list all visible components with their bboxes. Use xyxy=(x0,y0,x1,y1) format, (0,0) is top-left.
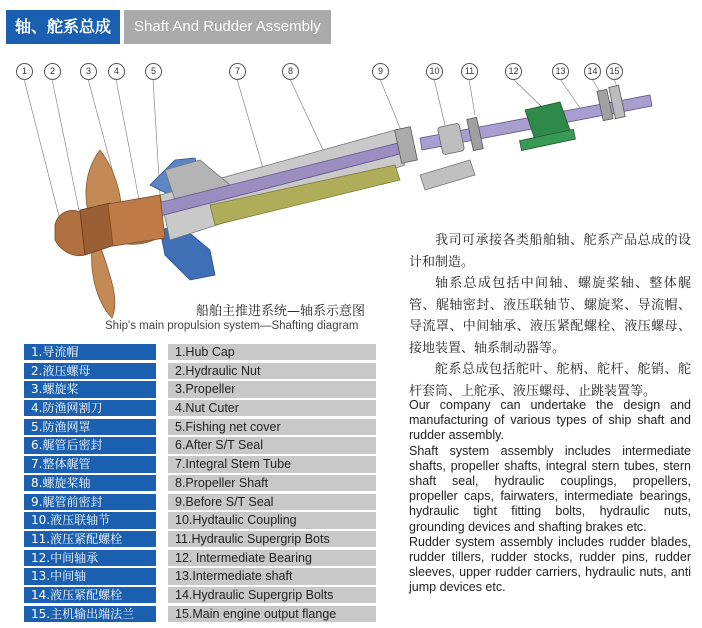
part-zh-12: 12.中间轴承 xyxy=(24,550,156,566)
description-zh-para-1: 我司可承接各类船舶轴、舵系产品总成的设计和制造。 xyxy=(409,233,691,270)
callout-5: 5 xyxy=(145,63,162,80)
part-en-9: 9.Before S/T Seal xyxy=(168,494,376,510)
part-en-14: 14.Hydraulic Supergrip Bolts xyxy=(168,587,376,603)
description-zh-para-3: 舵系总成包括舵叶、舵柄、舵杆、舵销、舵杆套筒、上舵承、液压螺母、止跳装置等。 xyxy=(409,362,691,399)
coupling-10 xyxy=(437,123,464,155)
description-en-para-2: Shaft system assembly includes intermediate shafts, propeller shafts, integral stern tubes, stern shaft seal, hydraulic couplings, propellers, propeller caps, fairwaters, intermediate bearings, hydraulic tight fitting bolts, hydraulic nuts, grounding devices and shafting brakes etc. xyxy=(409,443,691,534)
part-en-7: 7.Integral Stem Tube xyxy=(168,456,376,472)
part-zh-6: 6.艉管后密封 xyxy=(24,437,156,453)
callout-12: 12 xyxy=(505,63,522,80)
callout-15: 15 xyxy=(606,63,623,80)
part-zh-5: 5.防渔网罩 xyxy=(24,419,156,435)
part-en-12: 12. Intermediate Bearing xyxy=(168,550,376,566)
callout-4: 4 xyxy=(108,63,125,80)
part-en-6: 6.After S/T Seal xyxy=(168,437,376,453)
part-en-8: 8.Propeller Shaft xyxy=(168,475,376,491)
callout-3: 3 xyxy=(80,63,97,80)
parts-table-en xyxy=(168,344,376,624)
part-en-2: 2.Hydraulic Nut xyxy=(168,363,376,379)
callout-8: 8 xyxy=(282,63,299,80)
description-zh-para-2: 轴系总成包括中间轴、螺旋桨轴、整体艉管、艉轴密封、液压联轴节、螺旋桨、导流帽、导流罩、中间轴承、液压紧配螺栓、液压螺母、接地装置、轴系制动器等。 xyxy=(409,276,691,356)
callout-11: 11 xyxy=(461,63,478,80)
callout-14: 14 xyxy=(584,63,601,80)
description-zh xyxy=(409,230,691,402)
part-zh-14: 14.液压紧配螺栓 xyxy=(24,587,156,603)
part-en-5: 5.Fishing net cover xyxy=(168,419,376,435)
description-en-para-3: Rudder system assembly includes rudder blades, rudder tillers, rudder stocks, rudder pins, rudder sleeves, upper rudder carriers, hydraulic nuts, anti jump devices etc. xyxy=(409,534,691,595)
part-zh-13: 13.中间轴 xyxy=(24,568,156,584)
part-zh-8: 8.螺旋桨轴 xyxy=(24,475,156,491)
part-zh-1: 1.导流帽 xyxy=(24,344,156,360)
callout-7: 7 xyxy=(229,63,246,80)
part-en-13: 13.Intermediate shaft xyxy=(168,568,376,584)
part-zh-15: 15.主机输出端法兰 xyxy=(24,606,156,622)
part-en-3: 3.Propeller xyxy=(168,381,376,397)
part-zh-7: 7.整体艉管 xyxy=(24,456,156,472)
diagram-caption-zh: 船舶主推进系统—轴系示意图 xyxy=(196,304,366,319)
propeller-hub xyxy=(108,195,165,246)
part-en-15: 15.Main engine output flange xyxy=(168,606,376,622)
callout-9: 9 xyxy=(372,63,389,80)
callout-13: 13 xyxy=(552,63,569,80)
callout-2: 2 xyxy=(44,63,61,80)
part-zh-9: 9.艉管前密封 xyxy=(24,494,156,510)
part-en-1: 1.Hub Cap xyxy=(168,344,376,360)
diagram-caption-en: Ship's main propulsion system—Shafting diagram xyxy=(105,320,359,332)
part-zh-11: 11.液压紧配螺栓 xyxy=(24,531,156,547)
part-zh-2: 2.液压螺母 xyxy=(24,363,156,379)
description-en xyxy=(409,398,691,596)
header-title-zh: 轴、舵系总成 xyxy=(6,10,120,44)
part-en-4: 4.Nut Cuter xyxy=(168,400,376,416)
part-en-10: 10.Hydtaulic Coupling xyxy=(168,512,376,528)
part-zh-4: 4.防渔网割刀 xyxy=(24,400,156,416)
propeller-blade-lower xyxy=(92,245,115,318)
lower-tube xyxy=(420,160,475,190)
parts-table-zh xyxy=(24,344,156,624)
part-en-11: 11.Hydraulic Supergrip Bots xyxy=(168,531,376,547)
callout-10: 10 xyxy=(426,63,443,80)
part-zh-3: 3.螺旋桨 xyxy=(24,381,156,397)
header-title-en: Shaft And Rudder Assembly xyxy=(124,10,331,44)
part-zh-10: 10.液压联轴节 xyxy=(24,512,156,528)
callout-1: 1 xyxy=(16,63,33,80)
description-en-para-1: Our company can undertake the design and manufacturing of various types of ship shaft and rudder assembly. xyxy=(409,398,691,443)
